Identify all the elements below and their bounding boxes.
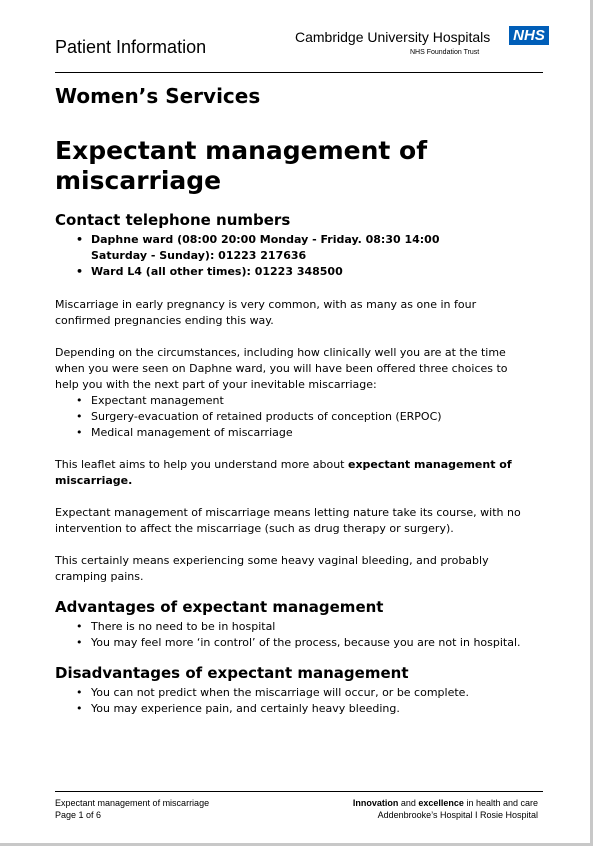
- paragraph-choices-intro: [55, 345, 535, 393]
- nhs-logo: NHS: [509, 26, 549, 45]
- footer-document-name: Expectant management of miscarriage: [55, 798, 210, 808]
- choice-item: • Surgery-evacuation of retained products of conception (ERPOC): [55, 409, 545, 425]
- tagline-excellence: excellence: [418, 798, 464, 808]
- document-title: [55, 136, 535, 196]
- disadvantages-heading: Disadvantages of expectant management: [55, 664, 409, 682]
- paragraph-line: [55, 457, 535, 473]
- paragraph-line: This certainly means experiencing some heavy vaginal bleeding, and probably: [55, 554, 489, 567]
- footer-hospitals: Addenbrooke’s Hospital I Rosie Hospital: [377, 810, 538, 820]
- tagline-and: and: [398, 798, 419, 808]
- paragraph-line: intervention to affect the miscarriage (such as drug therapy or surgery).: [55, 522, 454, 535]
- choice-item: • Medical management of miscarriage: [55, 425, 545, 441]
- contact-item: • Daphne ward (08:00 20:00 Monday - Friday. 08:30 14:00: [55, 232, 545, 248]
- paragraph-line: Expectant management of miscarriage means letting nature take its course, with no: [55, 506, 521, 519]
- paragraph-line: cramping pains.: [55, 570, 144, 583]
- paragraph-line: confirmed pregnancies ending this way.: [55, 314, 274, 327]
- header-organisation: Cambridge University Hospitals: [295, 29, 491, 45]
- footer-left: [55, 797, 209, 821]
- document-title-line-1: Expectant management of: [55, 136, 428, 165]
- choices-list: [55, 393, 545, 441]
- contact-item: • Ward L4 (all other times): 01223 348500: [55, 264, 545, 280]
- footer-page-number: Page 1 of 6: [55, 810, 102, 820]
- choice-item: • Expectant management: [55, 393, 545, 409]
- paragraph-line: when you were seen on Daphne ward, you will have been offered three choices to: [55, 362, 508, 375]
- contact-list: [55, 232, 545, 280]
- disadvantage-item: • You may experience pain, and certainly heavy bleeding.: [55, 701, 545, 717]
- advantage-item: • There is no need to be in hospital: [55, 619, 545, 635]
- disadvantage-item: • You can not predict when the miscarriage will occur, or be complete.: [55, 685, 545, 701]
- paragraph-intro: [55, 297, 535, 329]
- advantages-list: [55, 619, 545, 651]
- footer-right: [353, 797, 538, 821]
- header-divider: [55, 72, 543, 73]
- footer-tagline: [353, 797, 538, 809]
- tagline-innovation: Innovation: [352, 798, 399, 808]
- paragraph-definition: [55, 505, 535, 537]
- paragraph-line: help you with the next part of your inevitable miscarriage:: [55, 378, 377, 391]
- contact-item-continued: [55, 248, 545, 264]
- leaflet-aim-emphasis: expectant management of: [347, 458, 512, 471]
- advantages-heading: Advantages of expectant management: [55, 598, 384, 616]
- contact-item-continued-text: Saturday - Sunday): 01223 217636: [91, 249, 307, 262]
- document-title-line-2: miscarriage: [55, 166, 222, 195]
- paragraph-line: Miscarriage in early pregnancy is very common, with as many as one in four: [55, 298, 477, 311]
- leaflet-aim-text: This leaflet aims to help you understand more about: [55, 458, 348, 471]
- footer-divider: [55, 791, 543, 792]
- leaflet-aim-emphasis-continued: miscarriage.: [55, 474, 133, 487]
- header-trust: NHS Foundation Trust: [410, 49, 480, 56]
- disadvantages-list: [55, 685, 545, 717]
- paragraph-leaflet-aim: [55, 457, 535, 489]
- paragraph-line: Depending on the circumstances, including how clinically well you are at the time: [55, 346, 506, 359]
- tagline-rest: in health and care: [463, 798, 538, 808]
- advantage-item: • You may feel more ‘in control’ of the process, because you are not in hospital.: [55, 635, 545, 651]
- contact-heading: Contact telephone numbers: [55, 211, 291, 229]
- header-patient-information: Patient Information: [55, 37, 207, 57]
- paragraph-bleeding: [55, 553, 535, 585]
- section-title: Women’s Services: [55, 84, 261, 108]
